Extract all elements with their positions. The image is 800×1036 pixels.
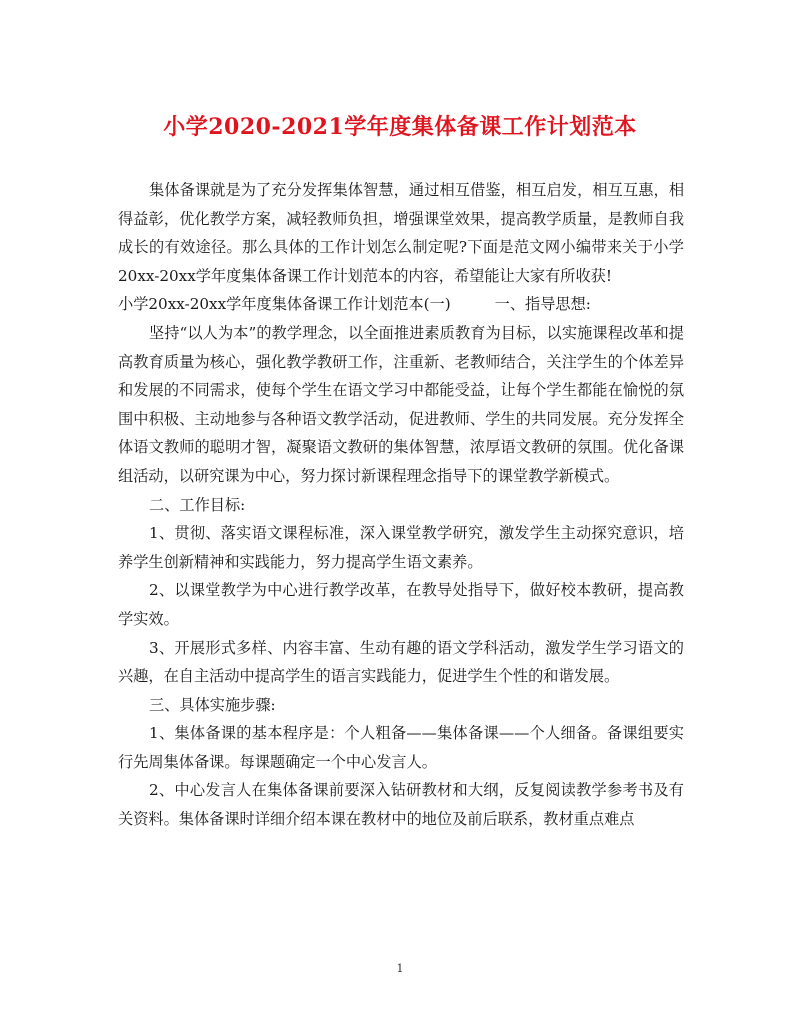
page-number: 1 — [396, 962, 404, 975]
document-title: 小学2020-2021学年度集体备课工作计划范本 — [163, 114, 637, 140]
goals-heading: 二、工作目标: — [149, 495, 246, 514]
step-item-1: 1、集体备课的基本程序是：个人粗备——集体备课——个人细备。备课组要实行先周集体备课。每课题确定一个中心发言人。 — [118, 724, 684, 771]
section-heading: 小学20xx-20xx学年度集体备课工作计划范本(一) — [118, 295, 451, 314]
goal-item-2: 2、以课堂教学为中心进行教学改革，在教导处指导下，做好校本教研，提高教学实效。 — [118, 581, 684, 628]
steps-heading: 三、具体实施步骤: — [149, 695, 276, 714]
intro-paragraph: 集体备课就是为了充分发挥集体智慧，通过相互借鉴，相互启发，相互互惠，相得益彰，优化教学方案，减轻教师负担，增强课堂效果，提高教学质量，是教师自我成长的有效途径。那么具体的工作计划怎么制定呢?下面是范文网小编带来关于小学20xx-20xx学年度集体备课工作计划范本的内容，希望能让大家有所收获! — [118, 181, 684, 285]
goal-item-3: 3、开展形式多样、内容丰富、生动有趣的语文学科活动，激发学生学习语文的兴趣，在自主活动中提高学生的语言实践能力，促进学生个性的和谐发展。 — [118, 638, 684, 686]
guiding-paragraph: 坚持“以人为本”的教学理念，以全面推进素质教育为目标，以实施课程改革和提高教育质量为核心，强化教学教研工作，注重新、老教师结合，关注学生的个体差异和发展的不同需求，使每个学生在语文学习中都能受益，让每个学生都能在愉悦的氛围中积极、主动地参与各种语文教学活动，促进教师、学生的共同发展。充分发挥全体语文教师的聪明才智，凝聚语文教研的集体智慧，浓厚语文教研的氛围。优化备课组活动，以研究课为中心，努力探讨新课程理念指导下的课堂教学新模式。 — [118, 323, 684, 485]
step-item-2: 2、中心发言人在集体备课前要深入钻研教材和大纲，反复阅读教学参考书及有关资料。集体备课时详细介绍本课在教材中的地位及前后联系，教材重点难点 — [118, 781, 684, 829]
guiding-heading: 一、指导思想: — [494, 295, 591, 314]
section-heading-line — [118, 290, 684, 319]
document-body — [118, 176, 684, 834]
goal-item-1: 1、贯彻、落实语文课程标准，深入课堂教学研究，激发学生主动探究意识，培养学生创新精神和实践能力，努力提高学生语文素养。 — [118, 524, 684, 571]
